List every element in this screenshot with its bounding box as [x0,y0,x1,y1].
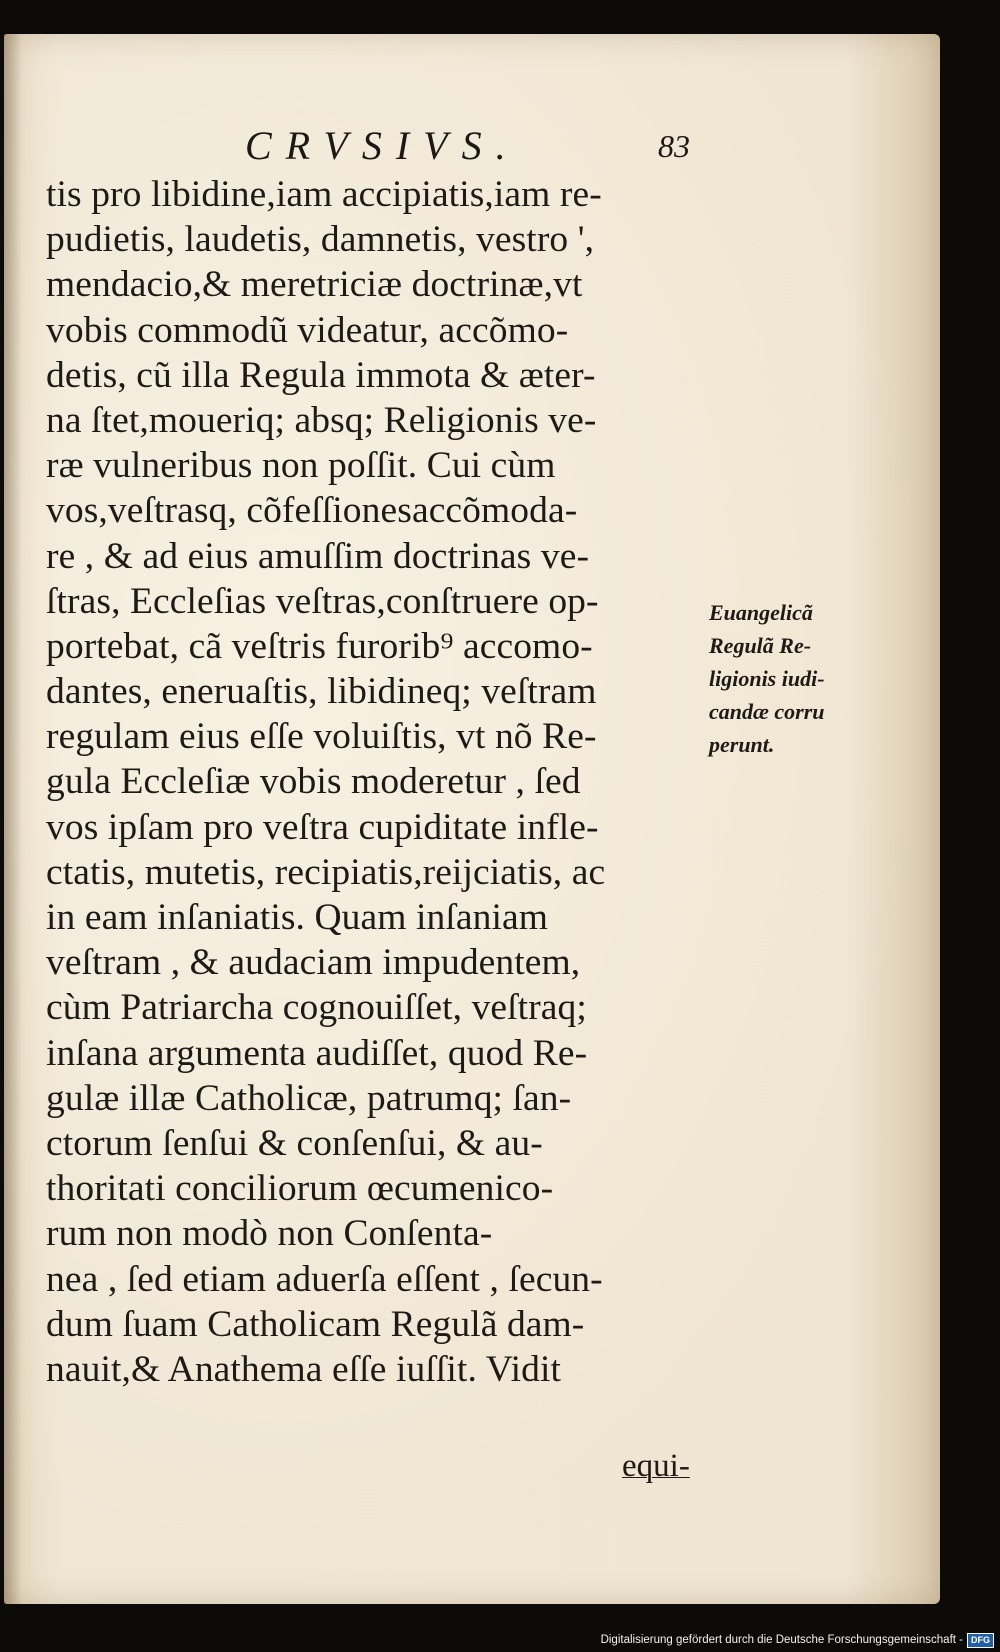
text-line: ctatis, mutetis, recipiatis,reijciatis, ac [46,851,606,893]
text-line: vos,veſtrasq, cõfeſſionesaccõmoda- [46,490,578,532]
text-line: vobis commodũ videatur, accõmo- [46,309,569,351]
text-line: rum non modò non Conſenta- [46,1213,493,1255]
text-line: mendacio,& meretriciæ doctrinæ,vt [46,264,583,306]
text-line: cùm Patriarcha cognouiſſet, veſtraq; [46,987,587,1029]
text-line: inſana argumenta audiſſet, quod Re- [46,1032,588,1074]
text-line: re , & ad eius amuſſim doctrinas ve- [46,535,590,577]
text-line: dantes, eneruaſtis, libidineq; veſtram [46,671,597,713]
text-line: na ſtet,moueriq; absq; Religionis ve- [46,399,597,441]
text-line: portebat, cã veſtris furorib⁹ accomo- [46,625,593,667]
text-line: detis, cũ illa Regula immota & æter- [46,354,596,396]
text-line: nauit,& Anathema eſſe iuſſit. Vidit [46,1348,562,1390]
marginal-note-line: Regulã Re- [709,633,812,658]
catchword: equi- [622,1448,690,1484]
text-line: dum ſuam Catholicam Regulã dam- [46,1303,585,1345]
gutter-shadow [4,34,22,1604]
text-line: ſtras, Eccleſias veſtras,conſtruere op- [46,580,599,622]
page-number: 83 [658,128,690,164]
digitization-credit [599,1630,996,1650]
text-line: thoritati conciliorum œcumenico- [46,1168,554,1210]
marginal-note-line: Euangelicã [709,600,813,625]
marginal-note-line: candæ corru [709,699,825,724]
marginal-note [709,596,859,761]
text-line: nea , ſed etiam aduerſa eſſent , ſecun- [46,1258,603,1300]
credit-text: Digitalisierung gefördert durch die Deutsche Forschungsgemeinschaft - [600,1634,963,1646]
text-line: vos ipſam pro veſtra cupiditate infle- [46,806,599,848]
text-line: tis pro libidine,iam accipiatis,iam re- [46,174,602,215]
text-line: in eam inſaniatis. Quam inſaniam [46,897,549,938]
text-line: veſtram , & audaciam impudentem, [46,942,581,984]
running-title: CRVSIVS. [245,123,520,168]
text-line: ctorum ſenſui & conſenſui, & au- [46,1122,543,1164]
text-line: gula Eccleſiæ vobis moderetur , ſed [46,761,581,803]
text-line: regulam eius eſſe voluiſtis, vt nõ Re- [46,716,597,758]
text-line: ræ vulneribus non poſſit. Cui cùm [46,445,556,487]
marginal-note-line: perunt. [709,732,775,757]
marginal-note-line: ligionis iudi- [709,666,825,691]
dfg-logo: DFG [967,1633,994,1648]
body-text [46,172,706,1392]
text-line: gulæ illæ Catholicæ, patrumq; ſan- [46,1077,572,1119]
text-line: pudietis, laudetis, damnetis, vestro ', [46,219,595,261]
